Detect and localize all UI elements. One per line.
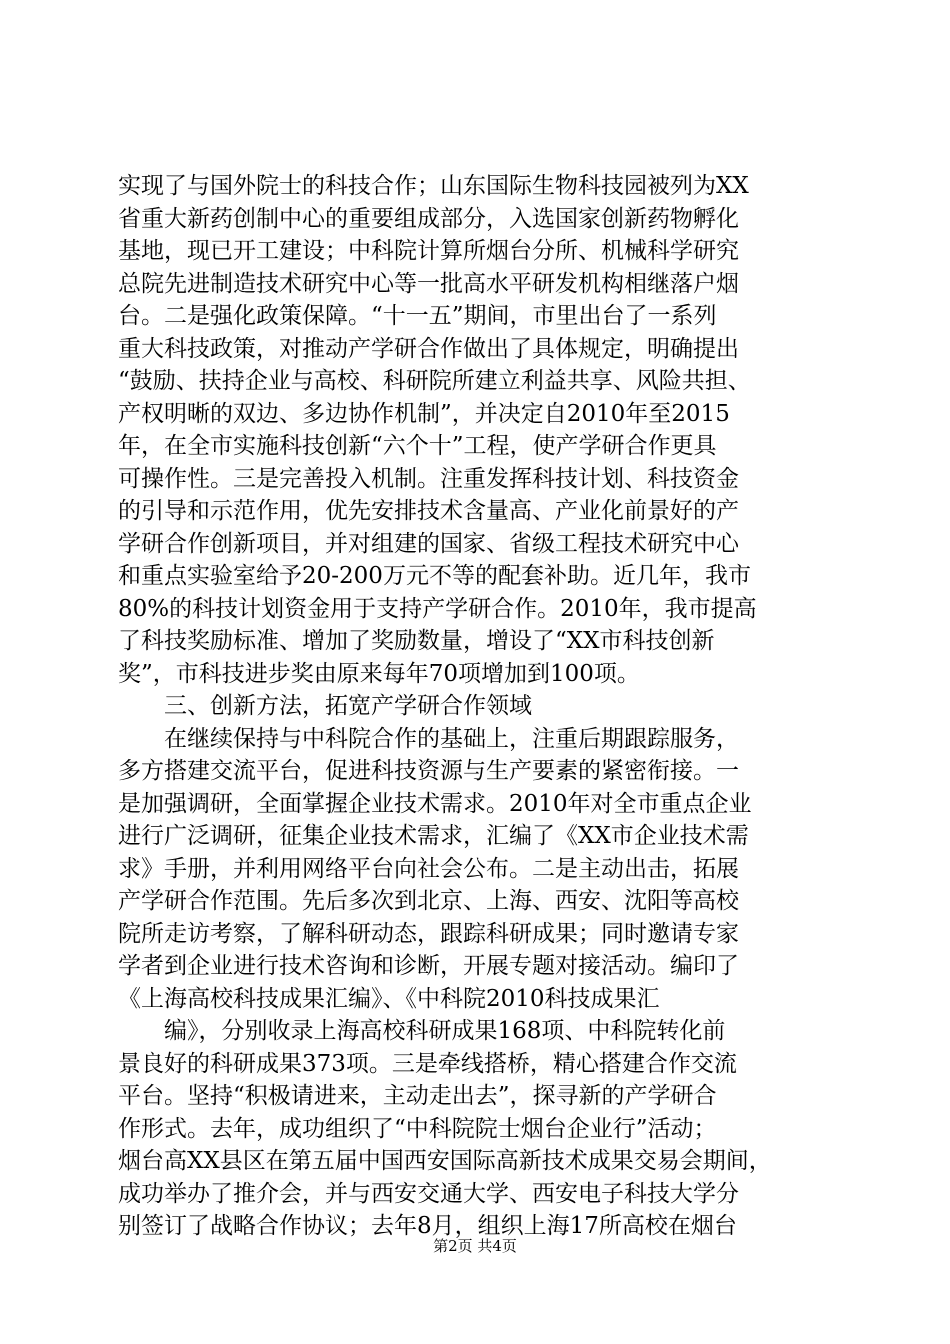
text-line: 院所走访考察，了解科研动态，跟踪科研成果；同时邀请专家 <box>118 920 739 947</box>
text-line: 景良好的科研成果373项。三是牵线搭桥，精心搭建合作交流 <box>118 1050 737 1077</box>
text-line: 学研合作创新项目，并对组建的国家、省级工程技术研究中心 <box>118 530 739 557</box>
document-body <box>118 170 838 1243</box>
text-line: 编》，分别收录上海高校科研成果168项、中科院转化前 <box>164 1018 726 1044</box>
text-line: 求》手册，并利用网络平台向社会公布。二是主动出击，拓展 <box>118 855 739 882</box>
text-line: 基地，现已开工建设；中科院计算所烟台分所、机械科学研究 <box>118 238 739 264</box>
text-line: 多方搭建交流平台，促进科技资源与生产要素的紧密衔接。一 <box>118 758 739 784</box>
text-line: 80%的科技计划资金用于支持产学研合作。2010年，我市提高 <box>118 595 757 622</box>
text-line: 成功举办了推介会，并与西安交通大学、西安电子科技大学分 <box>118 1180 739 1207</box>
text-line: 产权明晰的双边、多边协作机制”，并决定自2010年至2015 <box>118 400 730 427</box>
text-line: 年，在全市实施科技创新“六个十”工程，使产学研合作更具 <box>118 433 717 459</box>
text-line: 实现了与国外院士的科技合作；山东国际生物科技园被列为XX <box>118 173 749 199</box>
text-line: 在继续保持与中科院合作的基础上，注重后期跟踪服务， <box>164 725 739 752</box>
text-line: 平台。坚持“积极请进来，主动走出去”，探寻新的产学研合 <box>118 1083 717 1109</box>
text-line: 可操作性。三是完善投入机制。注重发挥科技计划、科技资金 <box>118 465 739 492</box>
text-line: 产学研合作范围。先后多次到北京、上海、西安、沈阳等高校 <box>118 888 739 914</box>
text-line: 进行广泛调研，征集企业技术需求，汇编了《XX市企业技术需 <box>118 823 749 849</box>
section-heading: 三、创新方法，拓宽产学研合作领域 <box>164 693 532 719</box>
page-footer: 第2页 共4页 <box>433 1237 517 1255</box>
text-line: 作形式。去年，成功组织了“中科院院士烟台企业行”活动； <box>118 1115 717 1142</box>
text-line: 学者到企业进行技术咨询和诊断，开展专题对接活动。编印了 <box>118 953 739 979</box>
text-line: 《上海高校科技成果汇编》、《中科院2010科技成果汇 <box>118 985 660 1012</box>
text-line: 和重点实验室给予20-200万元不等的配套补助。近几年，我市 <box>118 563 751 589</box>
text-line: 奖”，市科技进步奖由原来每年70项增加到100项。 <box>118 660 640 687</box>
text-line: “鼓励、扶持企业与高校、科研院所建立利益共享、风险共担、 <box>118 368 751 394</box>
text-line: 的引导和示范作用，优先安排技术含量高、产业化前景好的产 <box>118 498 739 524</box>
text-line: 台。二是强化政策保障。“十一五”期间，市里出台了一系列 <box>118 303 717 329</box>
text-line: 是加强调研，全面掌握企业技术需求。2010年对全市重点企业 <box>118 790 752 817</box>
text-line: 别签订了战略合作协议；去年8月，组织上海17所高校在烟台 <box>118 1213 737 1239</box>
text-line: 重大科技政策，对推动产学研合作做出了具体规定，明确提出 <box>118 335 739 362</box>
text-line: 省重大新药创制中心的重要组成部分，入选国家创新药物孵化 <box>118 205 739 232</box>
text-line: 总院先进制造技术研究中心等一批高水平研发机构相继落户烟 <box>118 270 739 297</box>
text-line: 烟台高XX县区在第五届中国西安国际高新技术成果交易会期间， <box>118 1148 772 1174</box>
text-line: 了科技奖励标准、增加了奖励数量，增设了“XX市科技创新 <box>118 628 715 654</box>
